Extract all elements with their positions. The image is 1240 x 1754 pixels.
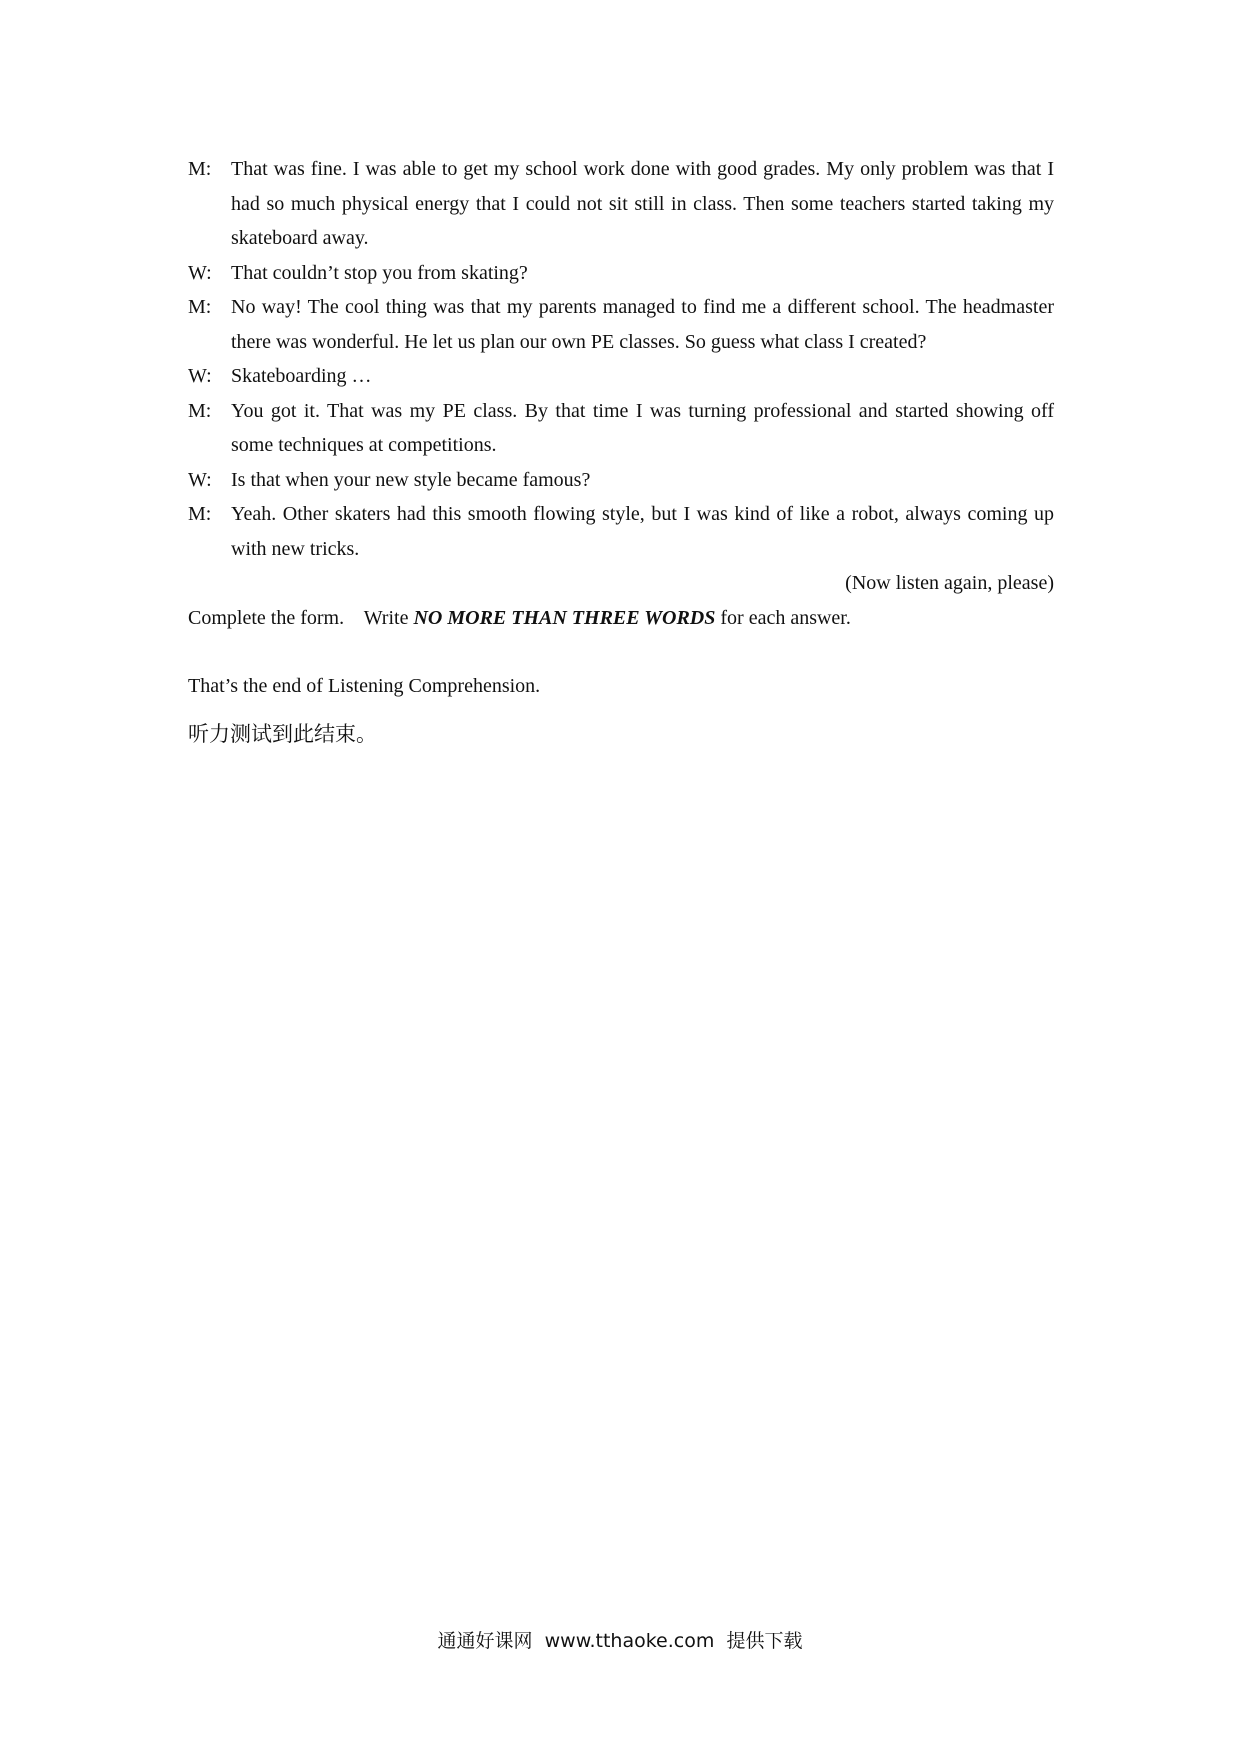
end-of-listening-text-cn: 听力测试到此结束。 bbox=[188, 721, 377, 746]
speaker-label: W: bbox=[188, 261, 212, 284]
page-footer: 通通好课网 www.tthaoke.com 提供下载 bbox=[437, 1630, 803, 1652]
instruction-prefix: Complete the form. Write bbox=[188, 606, 414, 629]
form-instruction bbox=[188, 601, 1054, 636]
end-of-listening-text: That’s the end of Listening Comprehension. bbox=[188, 675, 541, 697]
speaker-label: M: bbox=[188, 399, 212, 422]
instruction-emphasis: NO MORE THAN THREE WORDS bbox=[413, 606, 716, 629]
speaker-label: W: bbox=[188, 468, 212, 491]
speaker-label: M: bbox=[188, 158, 212, 180]
listen-again-note: (Now listen again, please) bbox=[845, 572, 1054, 594]
speaker-label: W: bbox=[188, 365, 212, 387]
dialogue-line bbox=[188, 152, 1054, 256]
dialogue-text: No way! The cool thing was that my parents managed to find me a different school. The headmaster there was wonderful. He let us plan our own PE classes. So guess what class I created? bbox=[231, 296, 1054, 353]
speaker-label: M: bbox=[188, 503, 212, 525]
dialogue-line bbox=[188, 497, 1054, 566]
dialogue-line bbox=[188, 463, 1054, 498]
dialogue-text: Is that when your new style became famous? bbox=[231, 468, 591, 491]
dialogue-line bbox=[188, 394, 1054, 463]
transcript-content bbox=[188, 152, 1054, 751]
dialogue-text: Skateboarding … bbox=[231, 365, 372, 387]
dialogue-line bbox=[188, 256, 1054, 291]
dialogue-text: Yeah. Other skaters had this smooth flowing style, but I was kind of like a robot, always coming up with new tricks. bbox=[231, 503, 1054, 560]
dialogue-text: That was fine. I was able to get my school work done with good grades. My only problem was that I had so much physical energy that I could not sit still in class. Then some teachers started taking my skateboard away. bbox=[231, 158, 1054, 249]
dialogue-line bbox=[188, 359, 1054, 394]
speaker-label: M: bbox=[188, 296, 212, 318]
dialogue-text: You got it. That was my PE class. By that time I was turning professional and started showing off some techniques at competitions. bbox=[231, 399, 1054, 456]
dialogue-text: That couldn’t stop you from skating? bbox=[231, 261, 528, 284]
dialogue-line bbox=[188, 290, 1054, 359]
instruction-suffix: for each answer. bbox=[715, 606, 851, 629]
